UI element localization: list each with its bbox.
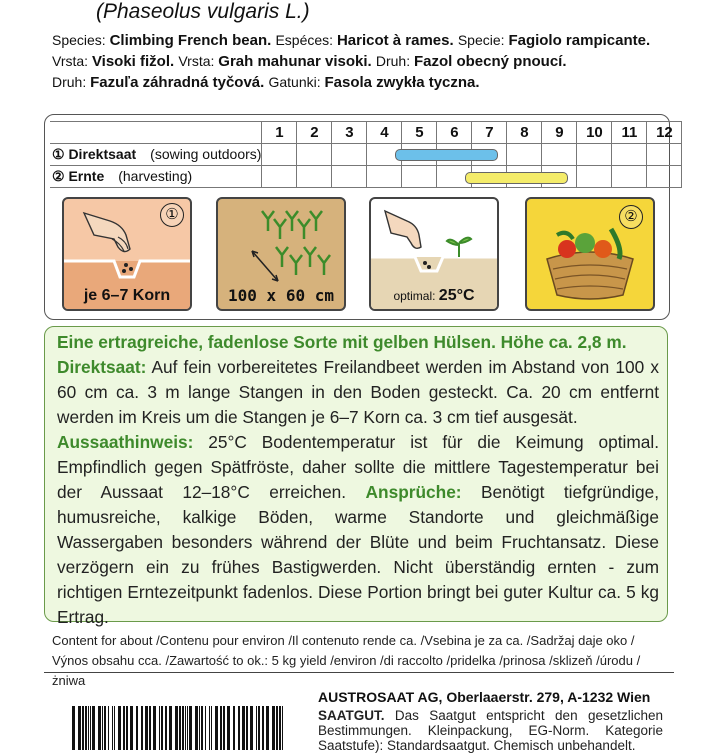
saatgut-body: Das Saatgut entspricht den gesetzlichen Bestimmungen. Kleinpackung, EG-Norm. Kategorie Saatstufe): Standardsaatgut. Chemisch unbehandelt. [318,708,663,753]
barcode-line [220,706,222,750]
seed-legal-text [318,708,663,753]
month-header: 4 [367,122,402,144]
month-header: 3 [332,122,367,144]
barcode-line [195,706,198,750]
barcode-line [88,706,89,750]
barcode-line [242,706,245,750]
species-name: Fazol obecný pnoucí. [413,53,567,70]
month-cell [647,144,682,166]
month-cell [577,144,612,166]
month-cell [612,166,647,188]
barcode-line [149,706,151,750]
month-header: 8 [507,122,542,144]
activity-name: ② Ernte [52,168,105,184]
barcode-line [238,706,240,750]
month-cell [332,166,367,188]
month-header: 10 [577,122,612,144]
barcode-line [215,706,218,750]
month-cell [297,166,332,188]
barcode-line [161,706,163,750]
month-header: 5 [402,122,437,144]
barcode-line [276,706,278,750]
direktsaat-text: Auf fein vorbereitetes Freilandbeet werden im Abstand von 100 x 60 cm ca. 3 m lange Stangen in den Boden gesteckt. Ca. 20 cm entfernt werden im Kreis um die Stangen je 6–7 Korn ca. 3 cm tief ausgesät. [57,357,659,427]
activity-translation: (sowing outdoors) [150,146,262,162]
barcode-line [233,706,235,750]
species-names-row [52,30,650,51]
panel-sowing-hand [62,197,192,311]
species-name: Fasola zwykła tyczna. [324,74,480,91]
activity-name: ① Direktsaat [52,146,137,162]
species-name: Fazuľa záhradná tyčová. [90,74,269,91]
barcode-line [90,706,91,750]
barcode-line [141,706,143,750]
barcode-line [78,706,81,750]
barcode-line [123,706,125,750]
barcode-line [126,706,128,750]
month-header: 2 [297,122,332,144]
species-name: Grah mahunar visoki. [218,53,376,70]
barcode-line [201,706,203,750]
step-badge: ② [619,205,643,229]
month-header: 9 [542,122,577,144]
barcode-line [211,706,212,750]
month-cell [262,144,297,166]
direktsaat-heading: Direktsaat: [57,357,147,377]
sowing-calendar [50,121,682,188]
language-label: Vrsta: [178,53,219,69]
barcode-line [104,706,106,750]
barcode-line [227,706,230,750]
barcode-line [282,706,283,750]
panel-temperature [369,197,499,311]
barcode-line [98,706,101,750]
barcode-line [209,706,210,750]
barcode-line [118,706,121,750]
calendar-period-bar [465,172,568,184]
month-cell [647,166,682,188]
barcode-line [169,706,172,750]
barcode-line [246,706,248,750]
language-label: Gatunki: [268,74,325,90]
month-header: 11 [612,122,647,144]
month-header: 1 [262,122,297,144]
barcode-line [136,706,138,750]
barcode-line [256,706,257,750]
step-badge: ① [160,203,184,227]
panel-spacing [216,197,346,311]
barcode-line [130,706,133,750]
month-cell [262,166,297,188]
activity-translation: (harvesting) [118,168,193,184]
divider [44,672,674,673]
panel-caption: je 6–7 Korn [83,287,171,304]
barcode-line [258,706,260,750]
barcode-line [187,706,188,750]
barcode-line [223,706,225,750]
optimal-label: optimal: [393,289,439,303]
barcode-line [72,706,75,750]
month-cell [367,166,402,188]
barcode-line [182,706,184,750]
species-names [52,30,650,93]
calendar-row-label [50,166,262,188]
barcode-line [185,706,186,750]
content-line-2: Výnos obsahu cca. /Zawartość to ok.: 5 kg yield /environ /di raccolto /pridelka /prinosa /sklizeň /úrodu /żniwa [52,653,641,688]
barcode-line [199,706,200,750]
month-cell [577,166,612,188]
species-name: Haricot à rames. [336,32,458,49]
calendar-corner [50,122,262,144]
barcode [72,706,286,750]
language-label: Species: [52,32,110,48]
barcode-line [145,706,148,750]
species-names-row [52,72,650,93]
ansprueche-text: Benötigt tiefgründige, humusreiche, kalkige Böden, warme Standorte und gleichmäßige Wassergaben besonders während der Blüte und beim Fruchtansatz. Diese verzögern ein zu frühes Bastigwerden. Nicht überständig ernten - zum richtigen Erntezeitpunkt fadenlos. Diese Portion bringt bei guter Kultur ca. 5 kg Ertrag. [57,482,659,627]
month-cell [612,144,647,166]
description-text [57,330,659,630]
calendar-row-label [50,144,262,166]
barcode-line [112,706,113,750]
barcode-line [205,706,206,750]
content-line-1: Content for about /Contenu pour environ /Il contenuto rende ca. /Vsebina je za ca. /Sadržaj daje oko / [52,633,635,648]
calendar-period-bar [395,149,498,161]
barcode-line [266,706,269,750]
month-cell [507,144,542,166]
month-cell [542,144,577,166]
barcode-line [165,706,167,750]
language-label: Druh: [375,53,414,69]
barcode-line [272,706,275,750]
barcode-line [153,706,156,750]
barcode-line [159,706,160,750]
barcode-line [114,706,115,750]
month-header: 6 [437,122,472,144]
content-yield [52,631,672,691]
month-cell [297,144,332,166]
company-address: AUSTROSAAT AG, Oberlaaerstr. 279, A-1232 Wien [318,689,651,705]
month-cell [402,166,437,188]
species-name: Climbing French bean. [109,32,276,49]
ansprueche-heading: Ansprüche: [365,482,462,502]
species-name: Visoki fižol. [91,53,179,70]
month-cell [332,144,367,166]
barcode-line [108,706,109,750]
intro-heading: Eine ertragreiche, fadenlose Sorte mit gelben Hülsen. Höhe ca. 2,8 m. [57,332,627,352]
panel-harvest [525,197,655,311]
language-label: Specie: [457,32,509,48]
barcode-line [189,706,192,750]
barcode-line [279,706,281,750]
language-label: Vrsta: [52,53,92,69]
panel-caption: 100 x 60 cm [228,286,334,305]
barcode-line [92,706,95,750]
barcode-line [102,706,103,750]
aussaat-text: 25°C Bodentemperatur ist für die Keimung optimal. Empfindlich gegen Spätfröste, daher sollte die mittlere Tagestemperatur bei der Aussaat 12–18°C erreichen. [57,432,659,502]
barcode-line [262,706,264,750]
species-name: Fagiolo rampicante. [508,32,651,49]
barcode-line [85,706,87,750]
barcode-line [82,706,84,750]
barcode-line [175,706,178,750]
aussaat-heading: Aussaathinweis: [57,432,194,452]
barcode-line [250,706,253,750]
month-header: 7 [472,122,507,144]
panel-caption [371,287,497,305]
latin-name: (Phaseolus vulgaris L.) [96,0,310,23]
saatgut-heading: SAATGUT. [318,708,385,723]
language-label: Druh: [52,74,91,90]
language-label: Espéces: [275,32,337,48]
optimal-temperature: 25°C [438,287,475,304]
month-header: 12 [647,122,682,144]
species-names-row [52,51,650,72]
barcode-line [179,706,181,750]
